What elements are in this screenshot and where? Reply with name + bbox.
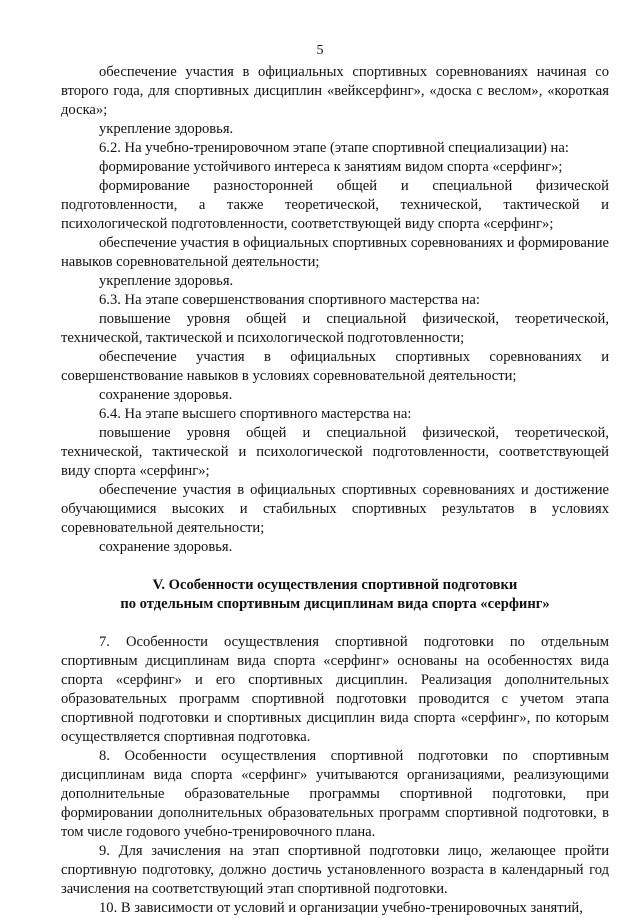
paragraph-group-features [61,633,609,918]
paragraph: 6.4. На этапе высшего спортивного мастерства на: [99,406,412,422]
paragraph: обеспечение участия в официальных спортивных соревнованиях и формирование навыков соревновательной деятельности; [61,235,609,270]
paragraph: повышение уровня общей и специальной физической, теоретической, технической, тактической и психологической подготовленности, соответствующей виду спорта «серфинг»; [61,425,609,479]
paragraph: повышение уровня общей и специальной физической, теоретической, технической, тактической и психологической подготовленности; [61,311,609,346]
paragraph: обеспечение участия в официальных спортивных соревнованиях и достижение обучающимися высоких и стабильных спортивных результатов в условиях соревновательной деятельности; [61,482,609,536]
paragraph: обеспечение участия в официальных спортивных соревнованиях и совершенствование навыков в условиях соревновательной деятельности; [61,349,609,384]
paragraph: 6.2. На учебно-тренировочном этапе (этапе спортивной специализации) на: [99,140,569,156]
spacer [61,614,609,633]
paragraph: 9. Для зачисления на этап спортивной подготовки лицо, желающее пройти спортивную подготовку, должно достичь установленного возраста в календарный год зачисления на соответствующий этап спортивной подготовки. [61,843,609,897]
paragraph: сохранение здоровья. [99,539,233,555]
document-body [61,63,609,918]
paragraph: формирование устойчивого интереса к занятиям видом спорта «серфинг»; [99,159,563,175]
paragraph: формирование разносторонней общей и специальной физической подготовленности, а также теоретической, технической, тактической и психологической подготовленности, соответствующей виду спорта «серфинг»; [61,178,609,232]
paragraph: укрепление здоровья. [99,273,234,289]
section-heading-line2: по отдельным спортивным дисциплинам вида спорта «серфинг» [120,596,550,612]
paragraph: 6.3. На этапе совершенствования спортивного мастерства на: [99,292,480,308]
paragraph: обеспечение участия в официальных спортивных соревнованиях начиная со второго года, для спортивных дисциплин «вейксерфинг», «доска с веслом», «короткая доска»; [61,64,609,118]
spacer [61,557,609,576]
paragraph: 10. В зависимости от условий и организации учебно-тренировочных занятий, [99,900,583,916]
paragraph: сохранение здоровья. [99,387,233,403]
paragraph: 7. Особенности осуществления спортивной подготовки по отдельным спортивным дисциплинам вида спорта «серфинг» основаны на особенностях вида спорта «серфинг» и его спортивных дисциплин. Реализация дополнительных образовательных программ спортивной подготовки проводится с учетом этапа спортивной подготовки и спортивных дисциплин вида спорта «серфинг», по которым осуществляется спортивная подготовка. [61,634,609,745]
paragraph: укрепление здоровья. [99,121,234,137]
section-heading [61,576,609,614]
paragraph-group-goals [61,63,609,557]
paragraph: 8. Особенности осуществления спортивной подготовки по спортивным дисциплинам вида спорта «серфинг» учитываются организациями, реализующими дополнительные образовательные программы спортивной подготовки, при формировании дополнительных образовательных программ спортивной подготовки, в том числе годового учебно-тренировочного плана. [61,748,609,840]
section-heading-line1: V. Особенности осуществления спортивной подготовки [152,577,518,593]
page-number: 5 [316,43,324,58]
